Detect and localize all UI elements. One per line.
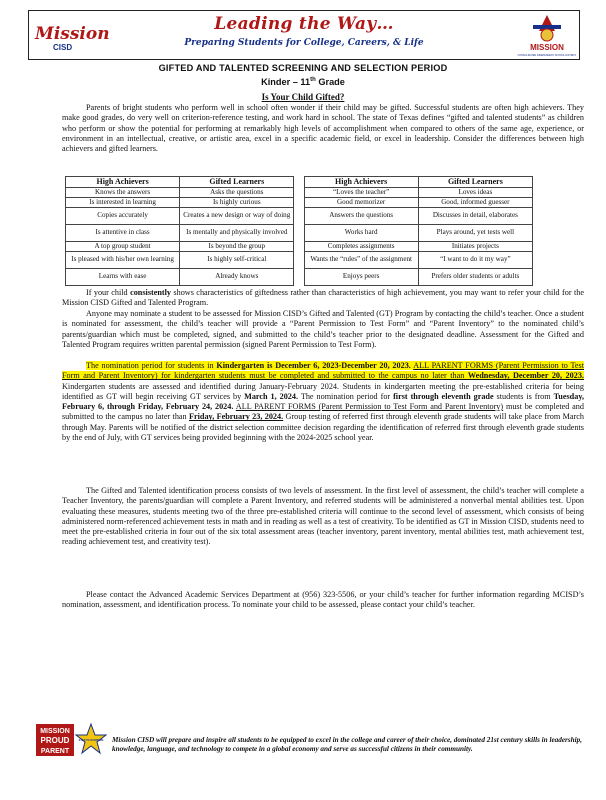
table-cell: Wants the “rules” of the assignment <box>304 252 418 269</box>
table-row <box>66 225 533 242</box>
table-cell: Is beyond the group <box>180 242 294 252</box>
table-cell: Good memorizer <box>304 198 418 208</box>
table-row <box>66 188 533 198</box>
table-cell: Initiates projects <box>418 242 532 252</box>
consistency-paragraph: If your child consistently shows characteristics of giftedness rather than characteristics of high achievement, you may want to refer your child for the Mission CISD Gifted and Talented Program. <box>62 288 584 308</box>
contact-paragraph: Please contact the Advanced Academic Services Department at (956) 323-5506, or your child’s teacher for further information regarding MCISD’s nomination, assessment, and identification process. To nominate your child to be assessed, please contact your child’s teacher. <box>62 590 584 610</box>
table-cell: Copies accurately <box>66 208 180 225</box>
table-cell: Works hard <box>304 225 418 242</box>
table-gap <box>294 269 304 286</box>
table-gap <box>294 177 304 188</box>
footer-star-text: STEP TO STARDOM <box>78 739 104 742</box>
table-gap <box>294 225 304 242</box>
comparison-table <box>65 176 533 286</box>
table-header-row <box>66 177 533 188</box>
logo-right-text: MISSION <box>530 43 564 52</box>
table-gap <box>294 198 304 208</box>
table-gap <box>294 252 304 269</box>
table-cell: Is attentive in class <box>66 225 180 242</box>
table-cell: Is mentally and physically involved <box>180 225 294 242</box>
table-row <box>66 208 533 225</box>
nomination-paragraph: Anyone may nominate a student to be assessed for Mission CISD’s Gifted and Talented (GT) Program by contacting the child’s teacher. Once a student is nominated for assessment, the child’s teacher will provide a “Parent Permission to Test Form” and “Parent Inventory” to the nominated child’s parents/guardian which must be completed, signed, and submitted to the child’s teacher prior to the designated deadline. Assessment for the Gifted and Talented Program requires written parental permission (signed Parent Permission to Test Form). <box>62 309 584 349</box>
table-cell: Loves ideas <box>418 188 532 198</box>
table-cell: Knows the answers <box>66 188 180 198</box>
table-cell: Creates a new design or way of doing <box>180 208 294 225</box>
table-cell: Learns with ease <box>66 269 180 286</box>
table-cell: Plays around, yet tests well <box>418 225 532 242</box>
intro-paragraph: Parents of bright students who perform well in school often wonder if their child may be gifted. Successful students are often high achievers. They make good grades, do very well on criterion-reference testing, and work hard in school. The state of Texas defines “gifted and talented students” as children who perform or show the potential for performing at remarkably high levels of accomplishment when compared to others of the same age, experience, or environment in an intellectual, creative, or artistic area, excel in a specific academic field, or excel in leadership. Consider the differences between high achievers and gifted learners. <box>62 103 584 154</box>
table-cell: Is highly self-critical <box>180 252 294 269</box>
table-row <box>66 198 533 208</box>
table-header: High Achievers <box>304 177 418 188</box>
table-cell: “I want to do it my way” <box>418 252 532 269</box>
section-heading: Is Your Child Gifted? <box>261 92 345 102</box>
table-gap <box>294 208 304 225</box>
footer-logo-mid: PROUD <box>40 736 70 745</box>
table-row <box>66 242 533 252</box>
table-cell: Is pleased with his/her own learning <box>66 252 180 269</box>
identification-process-paragraph: The Gifted and Talented identification process consists of two levels of assessment. In the first level of assessment, the child’s teacher will complete a Teacher Inventory, the parents/guardian will complete a Parent Inventory, and referred students will be administered a nonverbal mental abilities test. Upon evaluating these measures, students meeting two of the three pre-established criteria will continue to the second level of assessment, which consists of being administered norm-referenced achievement tests in math and in reading as well as a test of creativity. To be identified as GT in Mission CISD, students need to meet the pre-established criteria in four out of the six total assessment areas (teacher inventory, parent inventory, mental abilities test, math achievement test, reading achievement test, and creativity test). <box>62 486 584 547</box>
letterhead-subtitle: Preparing Students for College, Careers, & Life <box>184 38 424 48</box>
table-cell: Discusses in detail, elaborates <box>418 208 532 225</box>
grade-range: Kinder – 11th Grade <box>261 77 345 88</box>
table-cell: Completes assignments <box>304 242 418 252</box>
table-cell: Good, informed guesser <box>418 198 532 208</box>
logo-left-text: Mission <box>35 24 110 44</box>
table-row <box>66 252 533 269</box>
table-cell: Enjoys peers <box>304 269 418 286</box>
table-header: High Achievers <box>66 177 180 188</box>
footer-logo-top: MISSION <box>40 728 70 735</box>
nomination-period-paragraph: The nomination period for students in Kindergarten is December 6, 2023-December 20, 2023. ALL PARENT FORMS (Parent Permission to Test Form and Parent Inventory) for kindergarten students must be completed and submitted to the campus no later than Wednesday, December 20, 2023. Kindergarten students are assessed and identified during January-February 2024. Students in kindergarten meeting the pre-established criteria for being identified as GT will begin receiving GT services by March 1, 2024. The nomination period for first through eleventh grade students is from Tuesday, February 6, through Friday, February 24, 2024. ALL PARENT FORMS (Parent Permission to Test Form and Parent Inventory) must be completed and submitted to the campus no later than Friday, February 23, 2024. Group testing of referred first through eleventh grade students will take place from March through May. Parents will be notified of the district selection committee decision regarding the identification of referred first through eleventh grade students by the end of July, with GT services being provided beginning with the 2024-2025 school year. <box>62 361 585 443</box>
table-cell: Is interested in learning <box>66 198 180 208</box>
table-row <box>66 269 533 286</box>
table-cell: Answers the questions <box>304 208 418 225</box>
table-cell: Is highly curious <box>180 198 294 208</box>
table-cell: Prefers older students or adults <box>418 269 532 286</box>
table-gap <box>294 188 304 198</box>
page-title: GIFTED AND TALENTED SCREENING AND SELECTION PERIOD <box>158 63 448 73</box>
logo-left-sub: CISD <box>53 43 73 52</box>
mission-statement: Mission CISD will prepare and inspire all students to be equipped to excel in the college and career of their choice, dominated 21st century skills in leadership, knowledge, language, and technology to compete in a global economy and serve as successful citizens in their community. <box>112 736 582 753</box>
table-cell: Asks the questions <box>180 188 294 198</box>
table-cell: A top group student <box>66 242 180 252</box>
table-header: Gifted Learners <box>418 177 532 188</box>
letterhead <box>28 10 580 60</box>
table-gap <box>294 242 304 252</box>
letterhead-title: Leading the Way… <box>214 14 394 34</box>
logo-right-sub: CONSOLIDATED INDEPENDENT SCHOOL DISTRICT <box>517 54 577 57</box>
footer-logo-bottom: PARENT <box>40 748 70 755</box>
table-cell: “Loves the teacher” <box>304 188 418 198</box>
proud-parent-logo <box>36 722 106 758</box>
district-seal-logo <box>519 13 575 59</box>
table-header: Gifted Learners <box>180 177 294 188</box>
table-cell: Already knows <box>180 269 294 286</box>
